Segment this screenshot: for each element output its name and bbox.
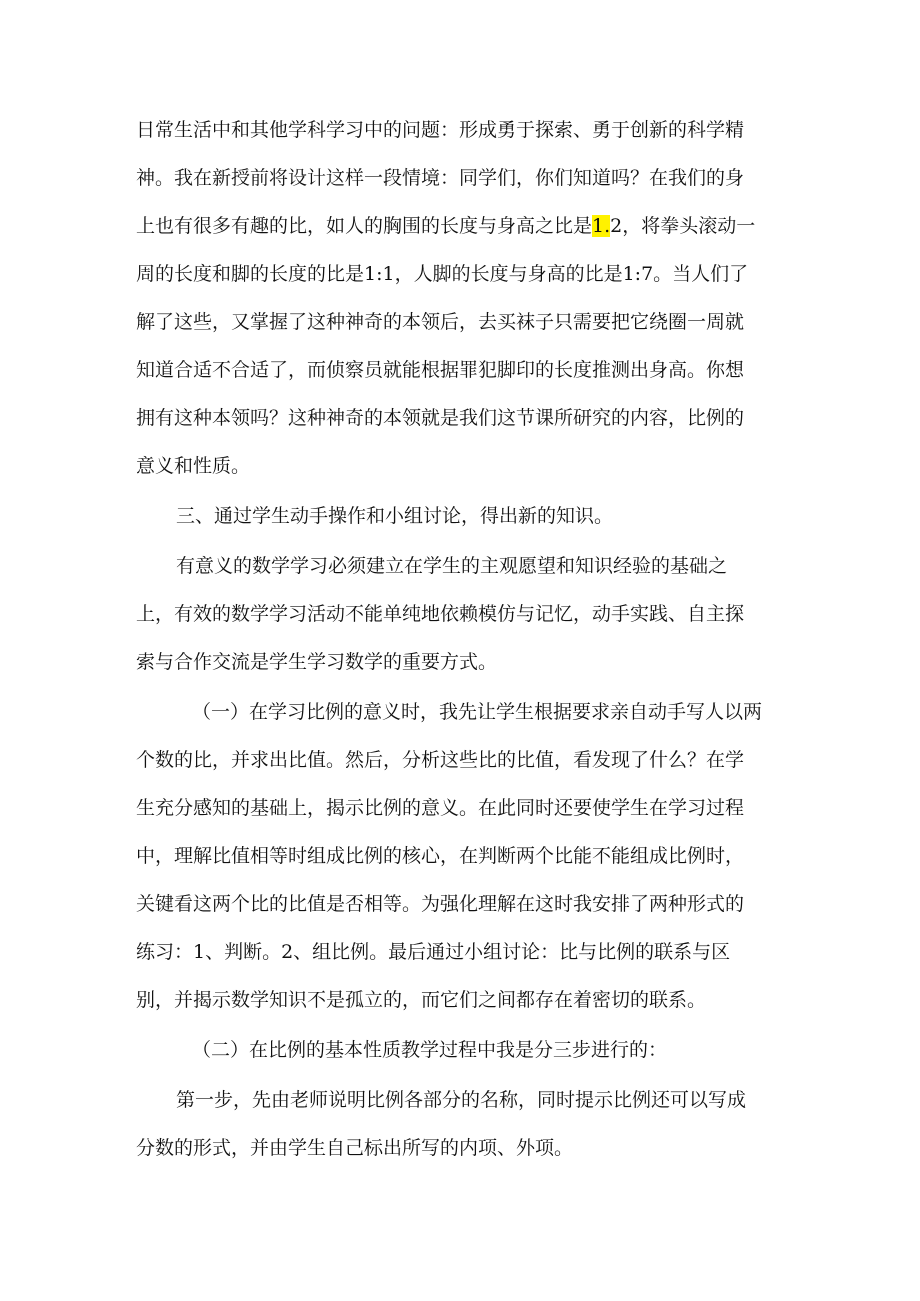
section-heading: 三、通过学生动手操作和小组讨论，得出新的知识。 (176, 505, 614, 527)
text-line: 拥有这种本领吗？这种神奇的本领就是我们这节课所研究的内容，比例的 (136, 407, 745, 429)
text-line: 生充分感知的基础上，揭示比例的意义。在此同时还要使学生在学习过程 (136, 797, 745, 819)
text-line: 知道合适不合适了，而侦察员就能根据罪犯脚印的长度推测出身高。你想 (136, 359, 745, 381)
text-segment: 2，将拳头滚动一 (610, 215, 756, 237)
text-line: 关键看这两个比的比值是否相等。为强化理解在这时我安排了两种形式的 (136, 893, 745, 915)
text-line: 分数的形式，并由学生自己标出所写的内项、外项。 (136, 1137, 574, 1159)
text-line: 意义和性质。 (136, 455, 251, 477)
text-line: 神。我在新授前将设计这样一段情境：同学们，你们知道吗？在我们的身 (136, 167, 745, 189)
text-line-with-highlight (136, 213, 755, 239)
text-line: 个数的比，并求出比值。然后，分析这些比的比值，看发现了什么？在学 (136, 749, 745, 771)
text-line: 别，并揭示数学知识不是孤立的，而它们之间都存在着密切的联系。 (136, 989, 707, 1011)
text-segment: 上也有很多有趣的比，如人的胸围的长度与身高之比是 (136, 215, 593, 237)
text-line: 第一步，先由老师说明比例各部分的名称，同时提示比例还可以写成 (176, 1089, 747, 1111)
text-line: 解了这些，又掌握了这种神奇的本领后，去买袜子只需要把它绕圈一周就 (136, 311, 745, 333)
text-line: 上，有效的数学学习活动不能单纯地依赖模仿与记忆，动手实践、自主探 (136, 603, 745, 625)
highlighted-text: 1. (592, 215, 611, 237)
text-line: 索与合作交流是学生学习数学的重要方式。 (136, 651, 498, 673)
text-line: （二）在比例的基本性质教学过程中我是分三步进行的： (192, 1039, 668, 1061)
text-line: 中，理解比值相等时组成比例的核心，在判断两个比能不能组成比例时， (136, 845, 745, 867)
text-line: 练习：1、判断。2、组比例。最后通过小组讨论：比与比例的联系与区 (136, 941, 731, 963)
text-line: 周的长度和脚的长度的比是1:1，人脚的长度与身高的比是1:7。当人们了 (136, 263, 749, 285)
text-line: 日常生活中和其他学科学习中的问题：形成勇于探索、勇于创新的科学精 (136, 119, 745, 141)
text-line: 有意义的数学学习必须建立在学生的主观愿望和知识经验的基础之 (176, 555, 728, 577)
text-line: （一）在学习比例的意义时，我先让学生根据要求亲自动手写人以两 (192, 701, 763, 723)
